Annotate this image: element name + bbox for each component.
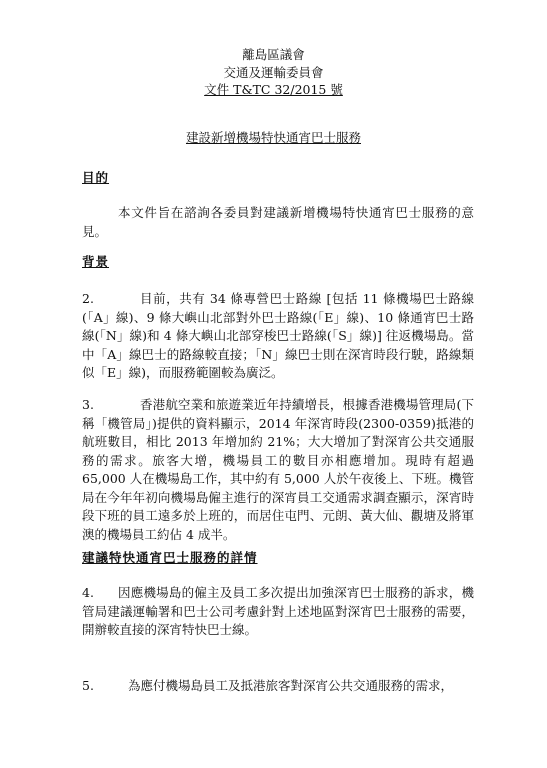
paragraph-text: 為應付機場島員工及抵港旅客對深宵公共交通服務的需求，: [128, 678, 454, 693]
paragraph-4: [82, 584, 474, 640]
paragraph-number: 5.: [82, 678, 94, 693]
committee-name: 交通及運輸委員會: [223, 65, 324, 80]
section-heading-details: 建議特快通宵巴士服務的詳情: [82, 550, 258, 565]
paragraph-text: 香港航空業和旅遊業近年持續增長，根據香港機場管理局(下稱「機管局」)提供的資料顯示，2014 年深宵時段(2300-0359)抵港的航班數目，相比 2013 年增加約 21%；大大增加了對深宵公共交通服務的需求。旅客大增，機場員工的數目亦相應增加。現時有超過 65,000 人在機場島工作，其中約有 5,000 人於午夜後上、下班。機管局在今年年初向機場島僱主進行的深宵員工交通需求調查顯示，深宵時段下班的員工遠多於上班的，而居住屯門、元朗、黃大仙、觀塘及將軍澳的機場員工約佔 4 成半。: [82, 397, 474, 542]
paragraph-purpose: [82, 204, 474, 241]
paragraph-number: 4.: [82, 585, 94, 600]
section-heading-purpose: 目的: [82, 170, 110, 185]
paper-number: 文件 T&TC 32/2015 號: [204, 82, 343, 97]
section-heading-background: 背景: [82, 254, 110, 269]
council-name: 離島區議會: [242, 47, 305, 62]
paragraph-number: 3.: [82, 397, 94, 412]
paragraph-text: 因應機場島的僱主及員工多次提出加強深宵巴士服務的訴求，機管局建議運輸署和巴士公司考慮針對上述地區對深宵巴士服務的需要，開辦較直接的深宵特快巴士線。: [82, 585, 474, 637]
paragraph-5: [82, 677, 474, 696]
paragraph-number: 2.: [82, 291, 94, 306]
paragraph-text: 本文件旨在諮詢各委員對建議新增機場特快通宵巴士服務的意見。: [82, 205, 474, 239]
document-title: 建設新增機場特快通宵巴士服務: [185, 130, 361, 145]
paragraph-2: [82, 290, 474, 383]
paragraph-3: [82, 396, 474, 544]
paragraph-text: 目前，共有 34 條專營巴士路線 [包括 11 條機場巴士路線(「A」線)、9 條大嶼山北部對外巴士路線(「E」線)、10 條通宵巴士路線(「N」線)和 4 條大嶼山北部穿梭巴士路線(「S」線)] 往返機場島。當中「A」線巴士的路線較直接；「N」線巴士則在深宵時段行駛，路線類似「E」線)，而服務範圍較為廣泛。: [82, 291, 474, 380]
